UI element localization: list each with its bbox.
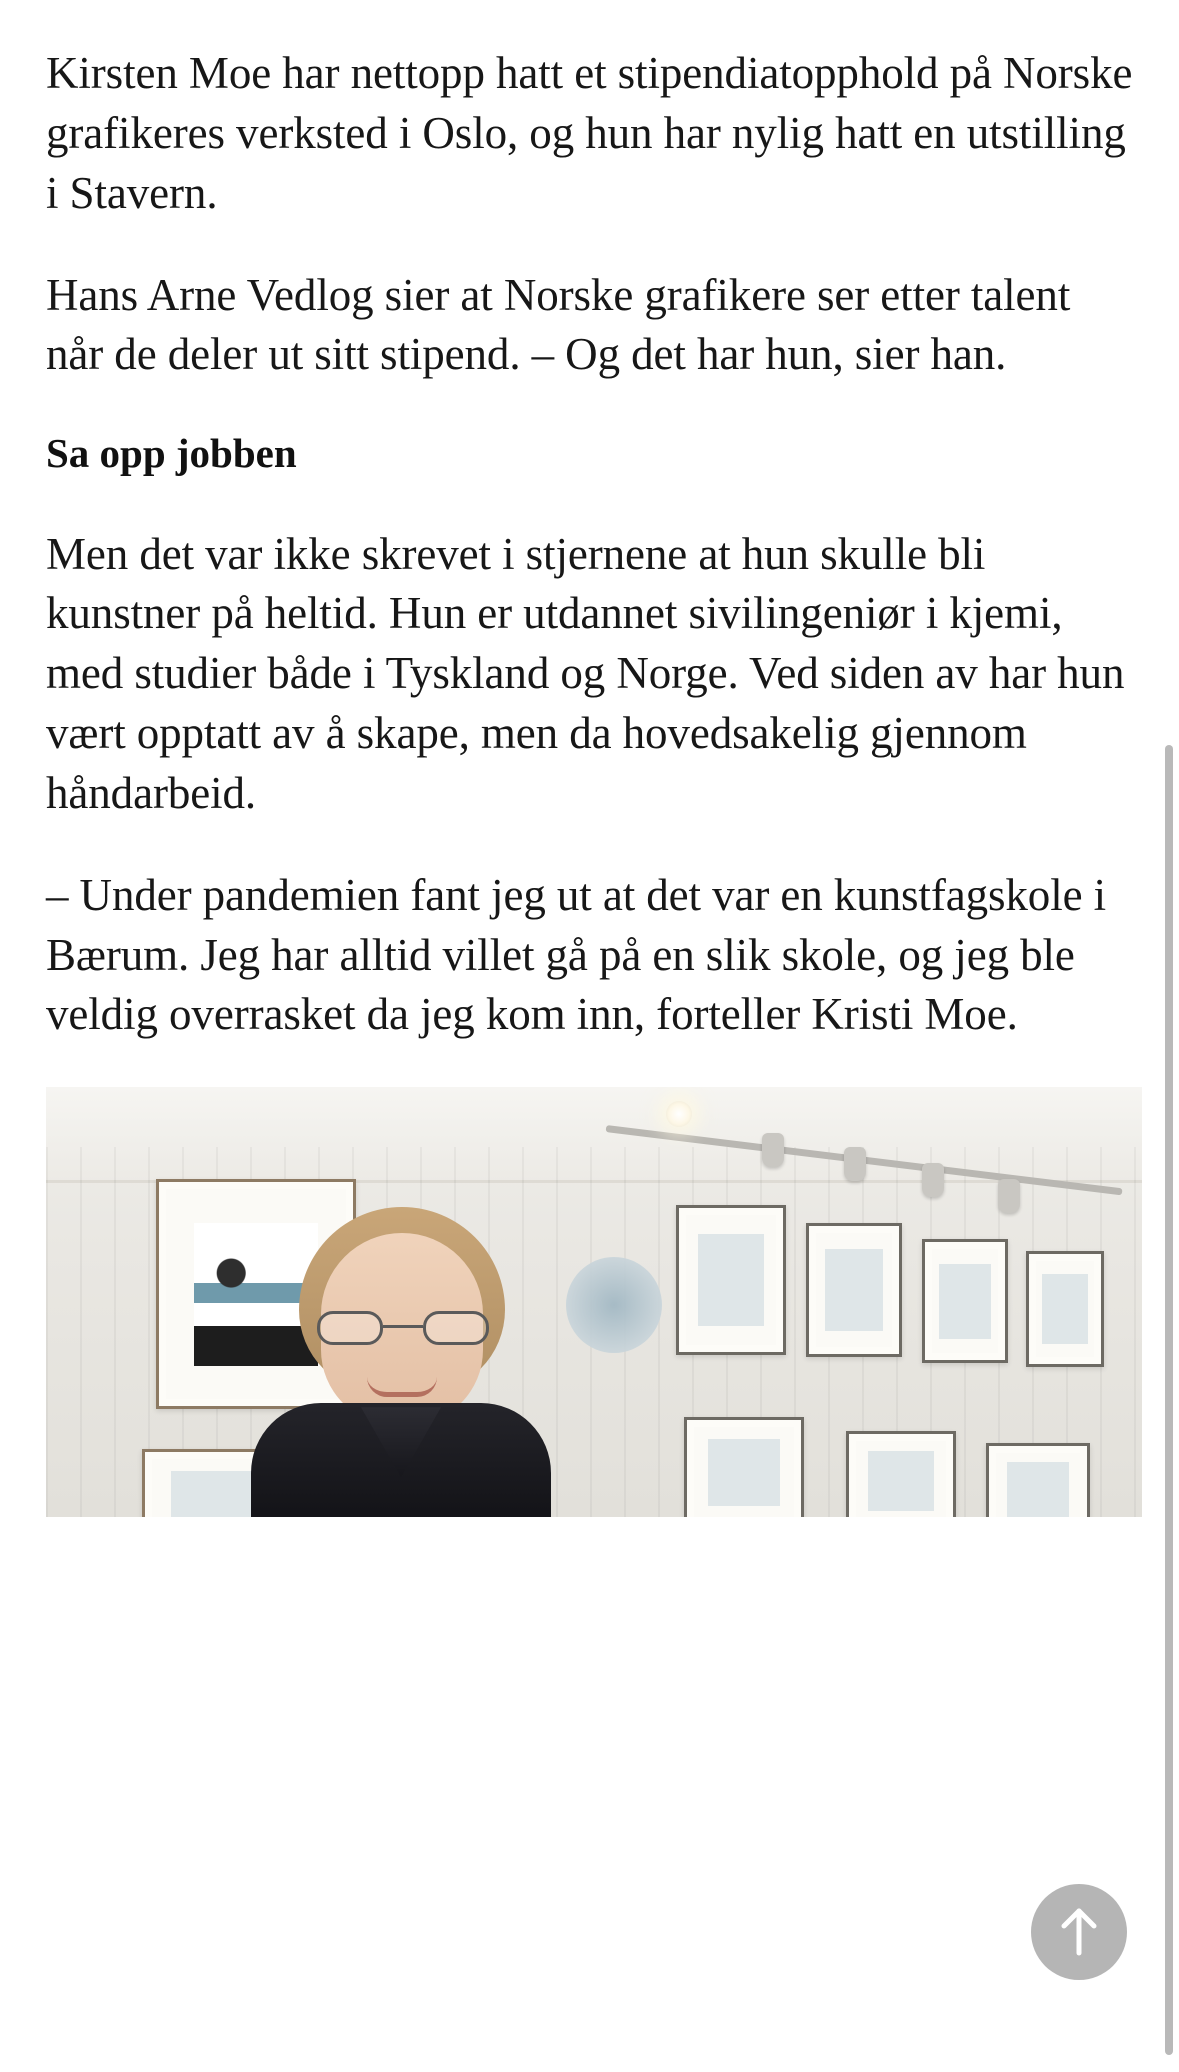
framed-artwork <box>806 1223 902 1357</box>
page-scrollbar[interactable] <box>1165 745 1173 2055</box>
article-paragraph: Men det var ikke skrevet i stjernene at hun skulle bli kunstner på heltid. Hun er utdannet sivilingeniør i kjemi, med studier både i Tyskland og Norge. Ved siden av har hun vært opptatt av å skape, men da hovedsakelig gjennom håndarbeid. <box>46 528 1125 818</box>
person-portrait <box>251 1207 551 1517</box>
article-paragraph: – Under pandemien fant jeg ut at det var en kunstfagskole i Bærum. Jeg har alltid villet gå på en slik skole, og jeg ble veldig overrasket da jeg kom inn, forteller Kristi Moe. <box>46 869 1107 1040</box>
article-paragraph: Kirsten Moe har nettopp hatt et stipendiatopphold på Norske grafikeres verksted i Oslo, og hun har nylig hatt en utstilling i Stavern. <box>46 48 1133 218</box>
framed-artwork <box>676 1205 786 1355</box>
glasses-icon <box>317 1311 489 1345</box>
article-subheading: Sa opp jobben <box>46 430 297 477</box>
spotlight <box>762 1133 784 1167</box>
framed-artwork <box>922 1239 1008 1363</box>
gallery-photo-illustration <box>46 1087 1142 1517</box>
smile <box>367 1377 437 1397</box>
spotlight <box>922 1163 944 1197</box>
circular-artwork <box>566 1257 662 1353</box>
framed-artwork <box>846 1431 956 1517</box>
article-photo <box>46 1087 1142 1517</box>
scroll-to-top-button[interactable] <box>1031 1884 1127 1980</box>
framed-artwork <box>684 1417 804 1517</box>
framed-artwork <box>1026 1251 1104 1367</box>
arrow-up-icon <box>1056 1907 1102 1957</box>
spotlight <box>844 1147 866 1181</box>
framed-artwork <box>986 1443 1090 1517</box>
article-paragraph: Hans Arne Vedlog sier at Norske grafikere ser etter talent når de deler ut sitt stipend. – Og det har hun, sier han. <box>46 269 1071 380</box>
spotlight <box>998 1179 1020 1213</box>
